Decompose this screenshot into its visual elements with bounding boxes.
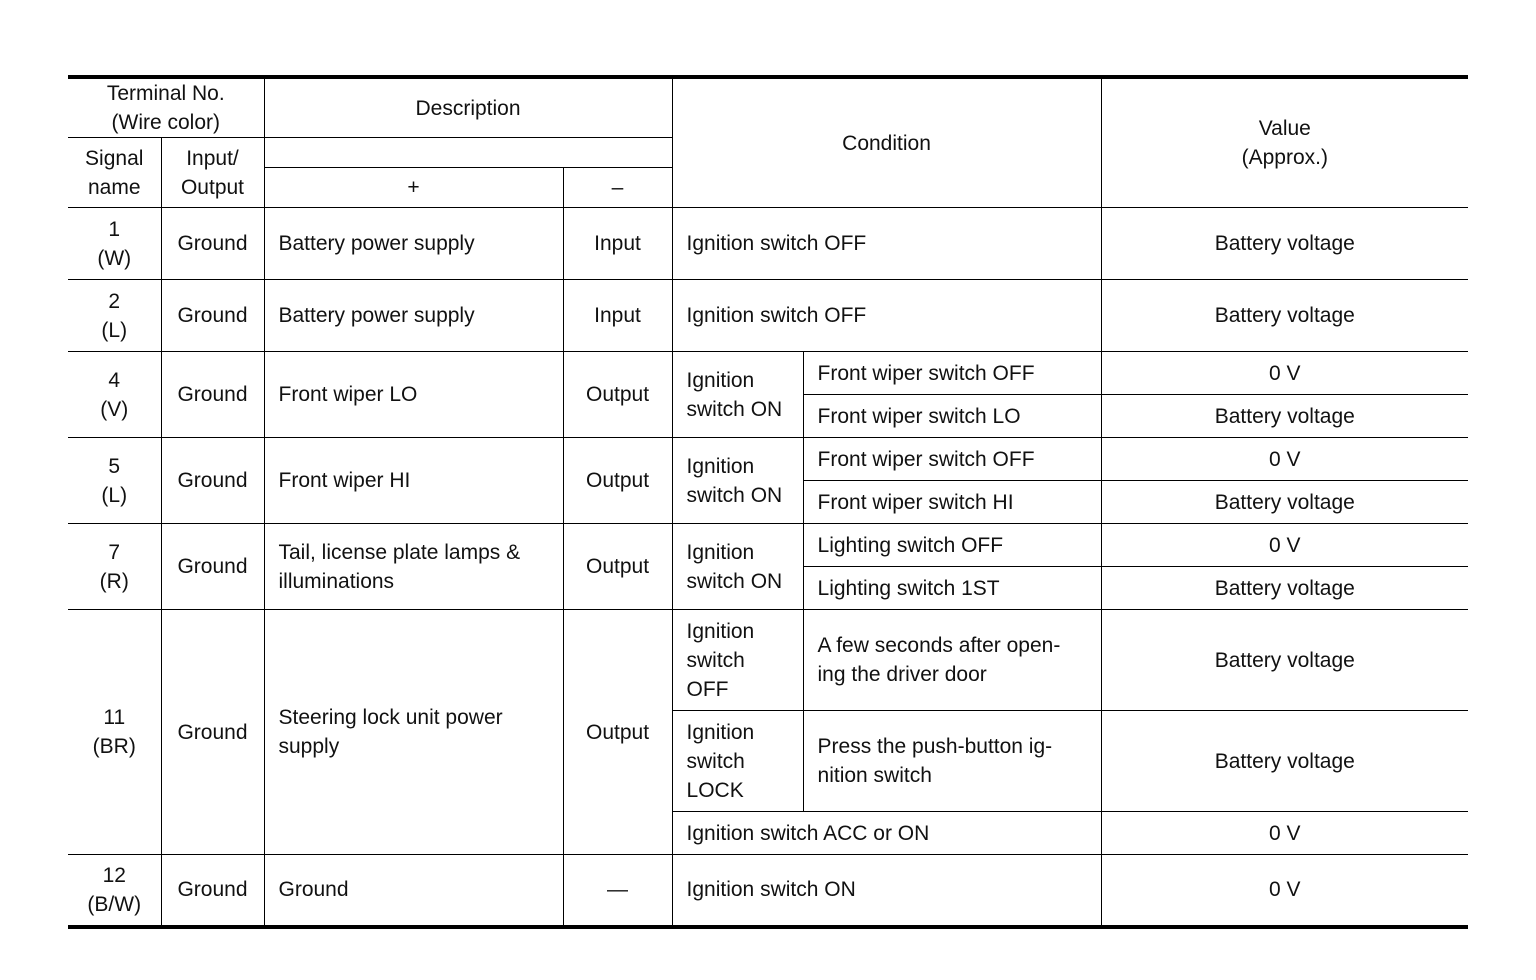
- sub-condition-cell: Lighting switch OFF: [803, 524, 1101, 567]
- value-cell: Battery voltage: [1101, 610, 1468, 711]
- io-cell: Input: [563, 208, 672, 280]
- table-row: [68, 352, 1468, 395]
- value-cell: Battery voltage: [1101, 280, 1468, 352]
- value-cell: 0 V: [1101, 352, 1468, 395]
- terminal-cell: 7 (R): [68, 524, 161, 610]
- terminal-cell: 4 (V): [68, 352, 161, 438]
- signal-name-cell: Steering lock unit power supply: [264, 610, 563, 855]
- signal-name-header: Signal name: [68, 138, 161, 208]
- ground-cell: Ground: [161, 280, 264, 352]
- condition-cell: Ignition switch OFF: [672, 280, 1101, 352]
- signal-name-cell: Battery power supply: [264, 280, 563, 352]
- condition-cell: Ignition switch OFF: [672, 208, 1101, 280]
- signal-name-cell: Front wiper LO: [264, 352, 563, 438]
- sub-condition-cell: Front wiper switch OFF: [803, 438, 1101, 481]
- table-row: [68, 280, 1468, 352]
- sub-condition-cell: Front wiper switch LO: [803, 395, 1101, 438]
- value-header: Value (Approx.): [1101, 77, 1468, 208]
- value-cell: 0 V: [1101, 438, 1468, 481]
- sub-condition-cell: Lighting switch 1ST: [803, 567, 1101, 610]
- terminal-spec-table-wrapper: [68, 75, 1468, 929]
- table-row: [68, 208, 1468, 280]
- io-cell: Input: [563, 280, 672, 352]
- description-header: Description: [264, 77, 672, 138]
- signal-name-cell: Battery power supply: [264, 208, 563, 280]
- table-row: [68, 524, 1468, 567]
- sub-condition-cell: A few seconds after open- ing the driver door: [803, 610, 1101, 711]
- condition-main-cell: Ignition switch ON: [672, 524, 803, 610]
- sub-condition-cell: Front wiper switch OFF: [803, 352, 1101, 395]
- condition-cell: Ignition switch ON: [672, 855, 1101, 927]
- ground-cell: Ground: [161, 855, 264, 927]
- terminal-cell: 1 (W): [68, 208, 161, 280]
- minus-terminal-header: –: [563, 168, 672, 208]
- condition-main-cell: Ignition switch LOCK: [672, 711, 803, 812]
- value-cell: Battery voltage: [1101, 567, 1468, 610]
- terminal-cell: 2 (L): [68, 280, 161, 352]
- sub-condition-cell: Press the push-button ig- nition switch: [803, 711, 1101, 812]
- terminal-cell: 5 (L): [68, 438, 161, 524]
- terminal-spec-table: [68, 75, 1468, 929]
- input-output-header: Input/ Output: [161, 138, 264, 208]
- condition-cell: Ignition switch ACC or ON: [672, 812, 1101, 855]
- value-cell: Battery voltage: [1101, 481, 1468, 524]
- io-cell: Output: [563, 352, 672, 438]
- condition-main-cell: Ignition switch OFF: [672, 610, 803, 711]
- terminal-cell: 12 (B/W): [68, 855, 161, 927]
- value-cell: 0 V: [1101, 812, 1468, 855]
- signal-name-cell: Tail, license plate lamps & illuminations: [264, 524, 563, 610]
- header-row-1: [68, 77, 1468, 138]
- table-row: [68, 438, 1468, 481]
- value-cell: 0 V: [1101, 855, 1468, 927]
- condition-header: Condition: [672, 77, 1101, 208]
- ground-cell: Ground: [161, 208, 264, 280]
- io-cell: Output: [563, 524, 672, 610]
- table-row: [68, 855, 1468, 927]
- condition-main-cell: Ignition switch ON: [672, 352, 803, 438]
- plus-terminal-header: +: [264, 168, 563, 208]
- ground-cell: Ground: [161, 610, 264, 855]
- value-cell: Battery voltage: [1101, 711, 1468, 812]
- io-cell: Output: [563, 610, 672, 855]
- signal-name-cell: Ground: [264, 855, 563, 927]
- sub-condition-cell: Front wiper switch HI: [803, 481, 1101, 524]
- signal-name-cell: Front wiper HI: [264, 438, 563, 524]
- io-cell: —: [563, 855, 672, 927]
- ground-cell: Ground: [161, 438, 264, 524]
- io-cell: Output: [563, 438, 672, 524]
- ground-cell: Ground: [161, 352, 264, 438]
- ground-cell: Ground: [161, 524, 264, 610]
- value-cell: Battery voltage: [1101, 208, 1468, 280]
- value-cell: Battery voltage: [1101, 395, 1468, 438]
- terminal-cell: 11 (BR): [68, 610, 161, 855]
- condition-main-cell: Ignition switch ON: [672, 438, 803, 524]
- value-cell: 0 V: [1101, 524, 1468, 567]
- table-row: [68, 610, 1468, 711]
- terminal-no-header: Terminal No. (Wire color): [68, 77, 264, 138]
